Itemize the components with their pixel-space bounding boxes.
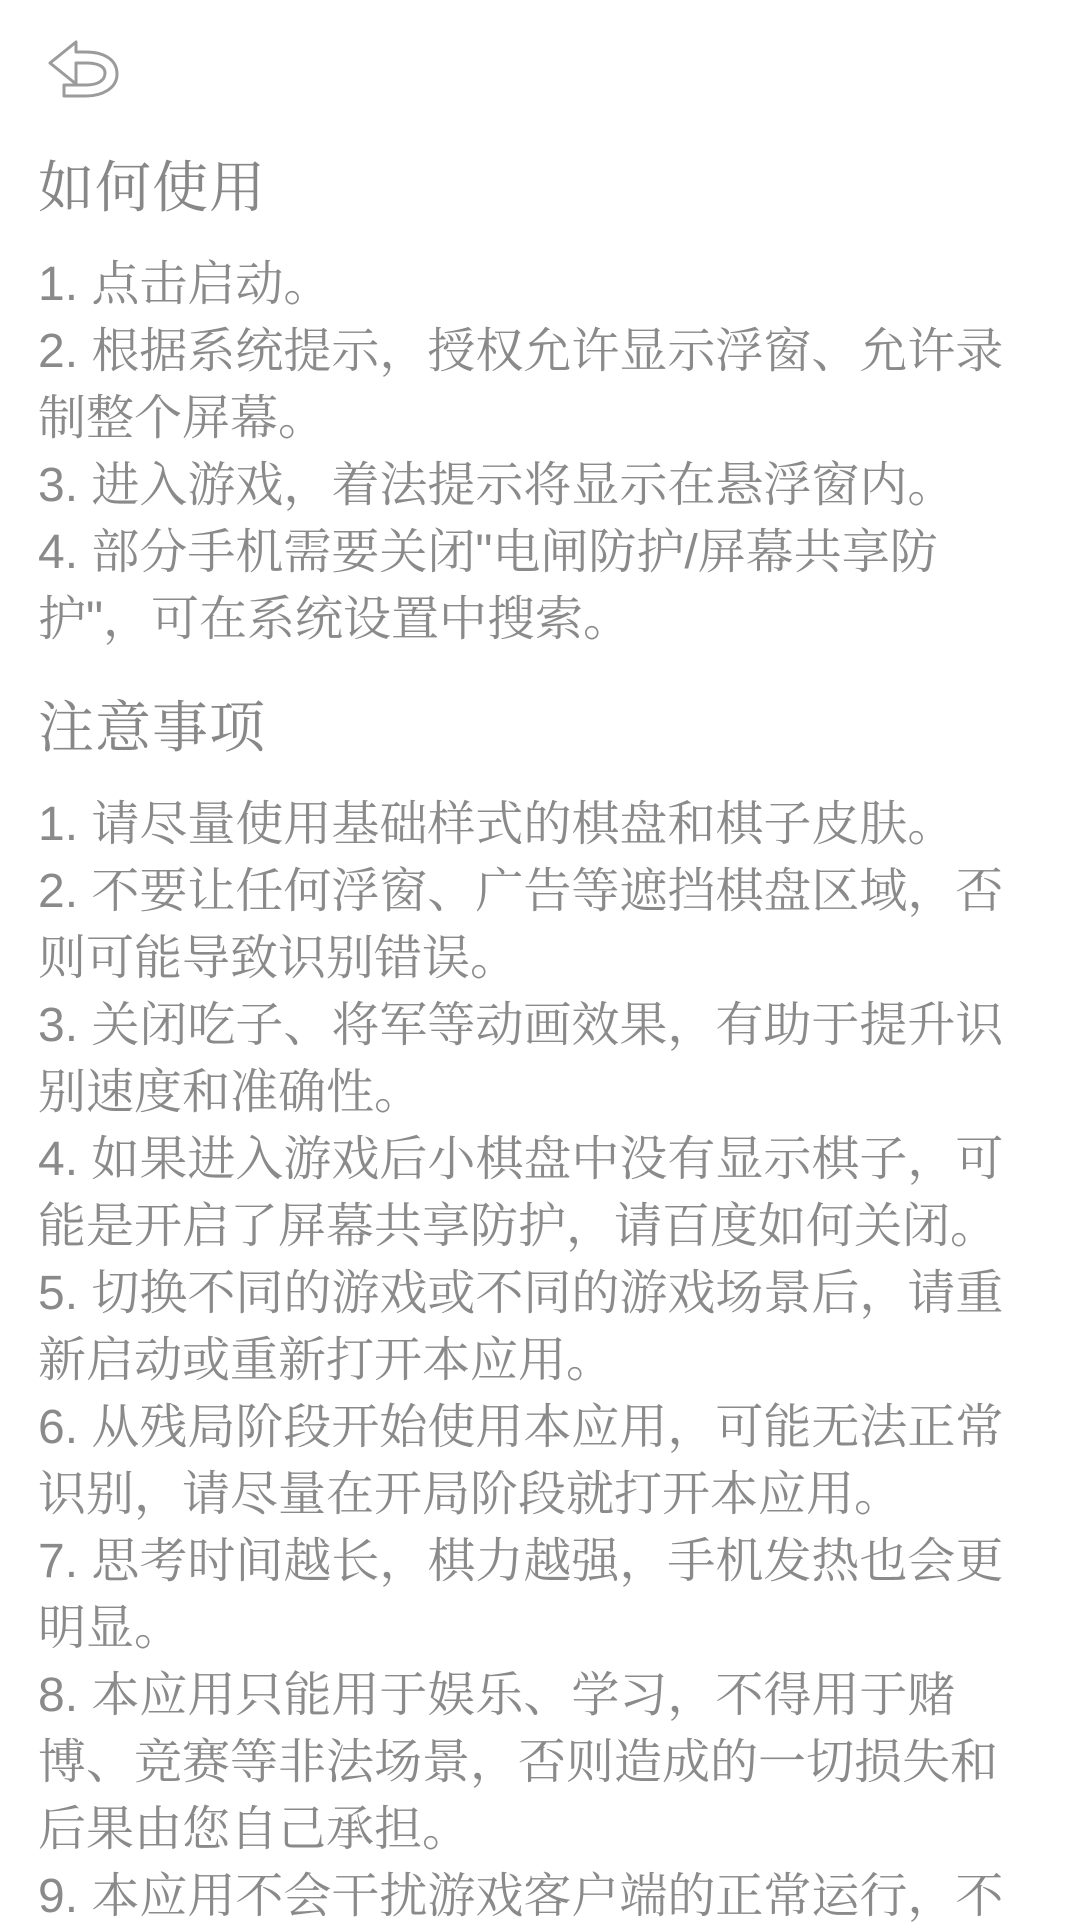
list-item: 1. 请尽量使用基础样式的棋盘和棋子皮肤。 xyxy=(38,798,956,851)
list-item: 7. 思考时间越长，棋力越强，手机发热也会更明显。 xyxy=(38,1535,1004,1655)
list-item: 4. 如果进入游戏后小棋盘中没有显示棋子，可能是开启了屏幕共享防护，请百度如何关闭。 xyxy=(38,1133,1004,1253)
section-title-how-to-use: 如何使用 xyxy=(38,156,266,219)
list-item: 2. 不要让任何浮窗、广告等遮挡棋盘区域，否则可能导致识别错误。 xyxy=(38,865,1004,985)
undo-arrow-icon xyxy=(46,40,122,98)
list-item: 8. 本应用只能用于娱乐、学习，不得用于赌博、竞赛等非法场景，否则造成的一切损失和后果由您自己承担。 xyxy=(38,1669,999,1856)
section-title-notes: 注意事项 xyxy=(38,696,266,759)
list-item: 4. 部分手机需要关闭"电闸防护/屏幕共享防护"，可在系统设置中搜索。 xyxy=(38,526,938,646)
back-button[interactable] xyxy=(46,40,122,98)
list-item: 9. 本应用不会干扰游戏客户端的正常运行，不 xyxy=(38,1870,1004,1923)
notes-list xyxy=(38,791,1028,1930)
section-notes xyxy=(38,693,1080,1930)
list-item: 6. 从残局阶段开始使用本应用，可能无法正常识别，请尽量在开局阶段就打开本应用。 xyxy=(38,1401,1004,1521)
list-item: 5. 切换不同的游戏或不同的游戏场景后，请重新启动或重新打开本应用。 xyxy=(38,1267,1004,1387)
section-how-to-use xyxy=(38,153,1080,653)
how-to-use-list xyxy=(38,251,1028,653)
list-item: 3. 关闭吃子、将军等动画效果，有助于提升识别速度和准确性。 xyxy=(38,999,1004,1119)
list-item: 1. 点击启动。 xyxy=(38,258,332,311)
list-item: 3. 进入游戏，着法提示将显示在悬浮窗内。 xyxy=(38,459,956,512)
list-item: 2. 根据系统提示，授权允许显示浮窗、允许录制整个屏幕。 xyxy=(38,325,1004,445)
